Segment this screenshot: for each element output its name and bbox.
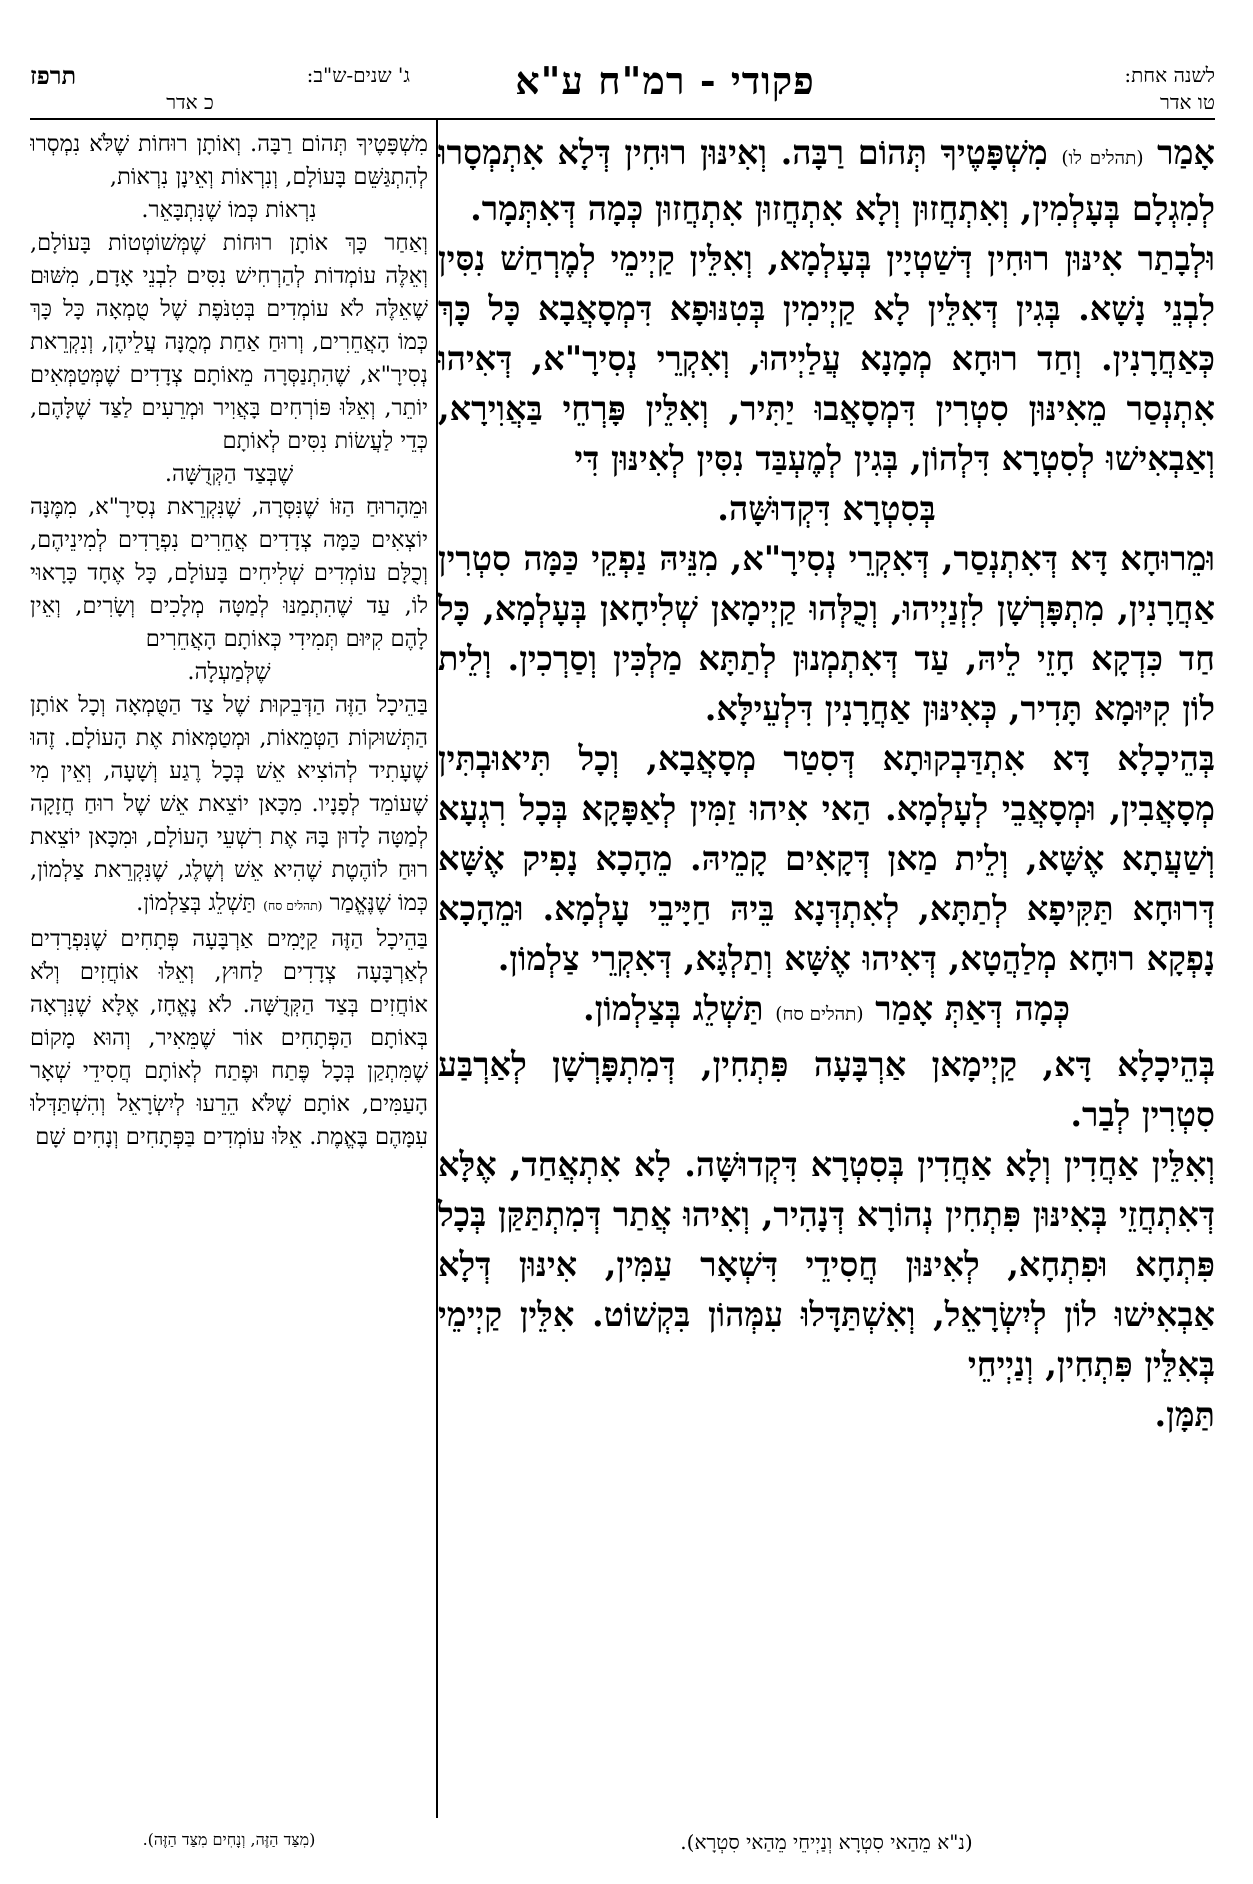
header-three-year-schedule — [30, 62, 410, 116]
side-paragraph: וּמֵהָרוּחַ הַזּוֹ שֶׁנִּסְּרָה, שֶׁנִּקְרֵאת נְסִירָ"א, מִמֶּנָּה יוֹצְאִים כַּמָּה צְדָדִים אֲחֵרִים נִפְרָדִים לְמִינֵיהֶם, וְכֻלָּם עוֹמְדִים שְׁלִיחִים בָּעוֹלָם, כָּל אֶחָד כָּרָאוּי לוֹ, עַד שֶׁהִתְמַנּוּ לְמַטָּה מְלָכִים וְשָׂרִים, וְאֵין לָהֶם קִיּוּם תְּמִידִי כְּאוֹתָם הָאֲחֵרִים — [30, 494, 428, 652]
main-paragraph: וּמֵרוּחָא דָּא דְּאִתְנְסַר, דְּאִקְרֵי נְסִירָ"א, מִנֵּיהּ נַפְקֵי כַּמָּה סִטְרִין אַחֲרָנִין, מִתְפָּרְשָׁן לִזְנַיְיהוּ, וְכֻלְּהוּ קַיְימָאן שְׁלִיחָאן בְּעָלְמָא, כָּל חַד כִּדְקָא חָזֵי לֵיהּ, עַד דְּאִתְמְנוּן לְתַתָּא מַלְכִּין וְסַרְכִין. וְלֵית לוֹן קִיּוּמָא תָּדִיר, כְּאִינּוּן אַחֲרָנִין דִּלְעֵילָּא. — [438, 539, 1215, 728]
opening-word: אָמַר — [1157, 133, 1215, 172]
one-year-cycle-label: לשנה אחת: — [1124, 63, 1215, 87]
side-paragraph-end: שֶׁלְּמַעְלָה. — [187, 659, 271, 685]
main-paragraph — [438, 984, 1215, 1040]
header-one-year-schedule — [975, 62, 1215, 116]
page-number: תרפז — [30, 61, 77, 90]
main-footnote: (נ"א מֵהַאי סִטְרָא וְנַיְיחֵי מֵהַאי סִטְרָא). — [680, 1830, 973, 1854]
three-year-date: כ אדר — [166, 90, 214, 114]
one-year-date: טו אדר — [1160, 90, 1215, 114]
paragraph-text: בַּהֵיכָל הַזֶּה הַדְּבֵקוּת שֶׁל צַד הַטֻּמְאָה וְכָל אוֹתָן הַתְּשׁוּקוֹת הַטְּמֵאוֹת, וּמְטַמְּאוֹת אֶת הָעוֹלָם. זֶהוּ שֶׁעָתִיד לְהוֹצִיא אֵשׁ בְּכָל רֶגַע וְשָׁעָה, וְאֵין מִי שֶׁעוֹמֵד לְפָנָיו. מִכָּאן יוֹצֵאת אֵשׁ שֶׁל רוּחַ חֲזָקָה לְמַטָּה לָדוּן בָּהּ אֶת רִשְׁעֵי הָעוֹלָם, וּמִכָּאן יוֹצֵאת רוּחַ לוֹהֶטֶת שֶׁהִיא אֵשׁ וְשֶׁלֶג, שֶׁנִּקְרֵאת צַלְמוֹן, כְּמוֹ — [30, 692, 428, 916]
main-aramaic-column — [438, 128, 1215, 1818]
side-paragraph — [30, 689, 428, 923]
main-paragraph: וּלְבָתַר אִינּוּן רוּחִין דְּשַׁטְיָין בְּעָלְמָא, וְאִלֵּין קַיְימֵי לְמֶרְחַשׁ נִסִּין לִבְנֵי נָשָׁא. בְּגִין דְּאִלֵּין לָא קַיְימִין בְּטִנּוּפָא דִּמְסָאֲבָא כָּל כָּךְ כְּאַחֲרָנִין. וְחַד רוּחָא מְמָנָא עֲלַיְיהוּ, וְאִקְרֵי נְסִירָ"א, דְּאִיהוּ אִתְנְסַר מֵאִינּוּן סִטְרִין דִּמְסָאֲבוּ יַתִּיר, וְאִלֵּין פָּרְחֵי בַּאֲוִירָא, וְאַבְאִישׁוּ לְסִטְרָא דִּלְהוֹן, בְּגִין לְמֶעְבַּד נִסִּין לְאִינּוּן דִּי — [438, 239, 1215, 478]
main-paragraph — [438, 128, 1215, 234]
paragraph-text: שֶׁנֶּאֱמַר — [329, 890, 391, 916]
psalms-citation: (תהלים סח) — [775, 1004, 864, 1025]
paragraph-text: מִשְׁפָּטֶיךָ תְּהוֹם רַבָּה. וְאִינּוּן רוּחִין דְּלָא אִתְמְסָרוּ לְמִגְלָם בְּעָלְמִין, וְאִתְחֲזוּן וְלָא אִתְחֲזוּן אִתְחֲזוּן כְּמָה דְּאִתְּמָר. — [438, 133, 1215, 228]
side-paragraph-end: נִרְאוֹת כְּמוֹ שֶׁנִּתְבָּאֵר. — [141, 197, 317, 223]
three-year-cycle-label: ג' שנים-ש"ב: — [306, 63, 410, 87]
psalms-citation: (תהלים לו) — [1061, 148, 1144, 169]
main-paragraph: וְאִלֵּין אַחֲדִין וְלָא אַחֲדִין בְּסִטְרָא דִּקְדוּשָּׁה. לָא אִתְאֲחַד, אֶלָּא דְּאִתְחֲזֵי בְּאִינּוּן פִּתְחִין נְהוֹרָא דְּנָהִיר, וְאִיהוּ אֲתַר דְּמִתְתַּקַּן בְּכָל פִּתְחָא וּפִתְחָא, לְאִינּוּן חֲסִידֵי דִּשְׁאָר עַמִּין, אִינּוּן דְּלָא אַבְאִישׁוּ לוֹן לְיִשְׂרָאֵל, וְאִשְׁתַּדָּלוּ עִמְּהוֹן בִּקְשׁוֹט. אִלֵּין קַיְימֵי בְּאִלֵּין פִּתְחִין, וְנַיְיחֵי — [438, 1145, 1215, 1384]
side-paragraph-end: שֶׁבְּצַד הַקְּדֻשָּׁה. — [164, 461, 294, 487]
side-footnote: (מִצַּד הַזֶּה, וְנָחִים מִצַּד הַזֶּה). — [142, 1830, 316, 1849]
main-paragraph-end: תַּמָּן. — [1154, 1395, 1215, 1434]
hebrew-translation-column — [30, 128, 428, 1818]
side-paragraph: בַּהֵיכָל הַזֶּה קַיָּמִים אַרְבָּעָה פְּתָחִים שֶׁנִּפְרָדִים לְאַרְבָּעָה צְדָדִים לַחוּץ, וְאֵלּוּ אוֹחֲזִים וְלֹא אוֹחֲזִים בְּצַד הַקְּדֻשָּׁה. לֹא נֶאֱחָז, אֶלָּא שֶׁנִּרְאָה בְּאוֹתָם הַפְּתָחִים אוֹר שֶׁמֵּאִיר, וְהוּא מָקוֹם שֶׁמִּתְקַן בְּכָל פֶּתַח וּפֶתַח לְאוֹתָם חֲסִידֵי שְׁאָר הָעַמִּים, אוֹתָם שֶׁלֹּא הֵרֵעוּ לְיִשְׂרָאֵל וְהִשְׁתַּדְּלוּ עִמָּהֶם בֶּאֱמֶת. אֵלּוּ עוֹמְדִים בַּפְּתָחִים וְנָחִים שָׁם — [30, 926, 428, 1150]
paragraph-text: תַּשְׁלֵג בְּצַלְמוֹן. — [583, 989, 764, 1028]
paragraph-text: כְּמָה דְּאַתְּ אָמַר — [875, 989, 1070, 1028]
main-paragraph-end: בְּסִטְרָא דִּקְדוּשָּׁה. — [717, 489, 936, 528]
page-title: פקודי - רמ"ח ע"א — [515, 58, 815, 103]
main-paragraph: בְּהֵיכָלָא דָּא אִתְדַּבְקוּתָא דְּסִטַר מְסָאֲבָא, וְכָל תִּיאוּבְתִּין מְסָאֲבִין, וּמְסָאֲבֵי לְעָלְמָא. הַאי אִיהוּ זַמִּין לְאַפָּקָא בְּכָל רִגְעָא וְשַׁעֲתָא אֶשָּׁא, וְלֵית מַאן דְּקָאִים קָמֵיהּ. מֵהָכָא נָפִיק אֶשָּׁא דְּרוּחָא תַּקִּיפָא לְתַתָּא, לְאִתְדְּנָא בֵּיהּ חַיָּיבֵי עָלְמָא. וּמֵהָכָא נָפְקָא רוּחָא מְלַהֲטָא, דְּאִיהוּ אֶשָּׁא וְתַלְגָּא, דְּאִקְרֵי צַלְמוֹן. — [438, 739, 1215, 978]
psalms-citation: (תהלים סח) — [263, 899, 323, 913]
side-paragraph: וְאַחַר כָּךְ אוֹתָן רוּחוֹת שֶׁמְּשׁוֹטְטוֹת בָּעוֹלָם, וְאֵלֶּה עוֹמְדוֹת לְהַרְחִישׁ נִסִּים לִבְנֵי אָדָם, מִשּׁוּם שֶׁאֵלֶּה לֹא עוֹמְדִים בְּטִנֹּפֶת שֶׁל טֻמְאָה כָּל כָּךְ כְּמוֹ הָאֲחֵרִים, וְרוּחַ אַחַת מְמֻנָּה עֲלֵיהֶן, וְנִקְרֵאת נְסִירָ"א, שֶׁהִתְנַסְּרָה מֵאוֹתָם צְדָדִים שֶׁמְּטַמְּאִים יוֹתֵר, וְאֵלּוּ פּוֹרְחִים בָּאֲוִיר וּמְרֵעִים לַצַּד שֶׁלָּהֶם, כְּדֵי לַעֲשׂוֹת נִסִּים לְאוֹתָם — [30, 230, 428, 454]
side-paragraph: מִשְׁפָּטֶיךָ תְּהוֹם רַבָּה. וְאוֹתָן רוּחוֹת שֶׁלֹּא נִמְסְרוּ לְהִתְגַּשֵּׁם בָּעוֹלָם, וְנִרְאוֹת וְאֵינָן נִרְאוֹת, — [30, 131, 428, 190]
main-paragraph: בְּהֵיכָלָא דָּא, קַיְימָאן אַרְבָּעָה פִּתְחִין, דְּמִתְפָּרְשָׁן לְאַרְבַּע סִטְרִין לְבַר. — [438, 1045, 1215, 1134]
header-divider — [30, 118, 1215, 120]
paragraph-text: תַּשְׁלֵג בְּצַלְמוֹן. — [136, 890, 256, 916]
